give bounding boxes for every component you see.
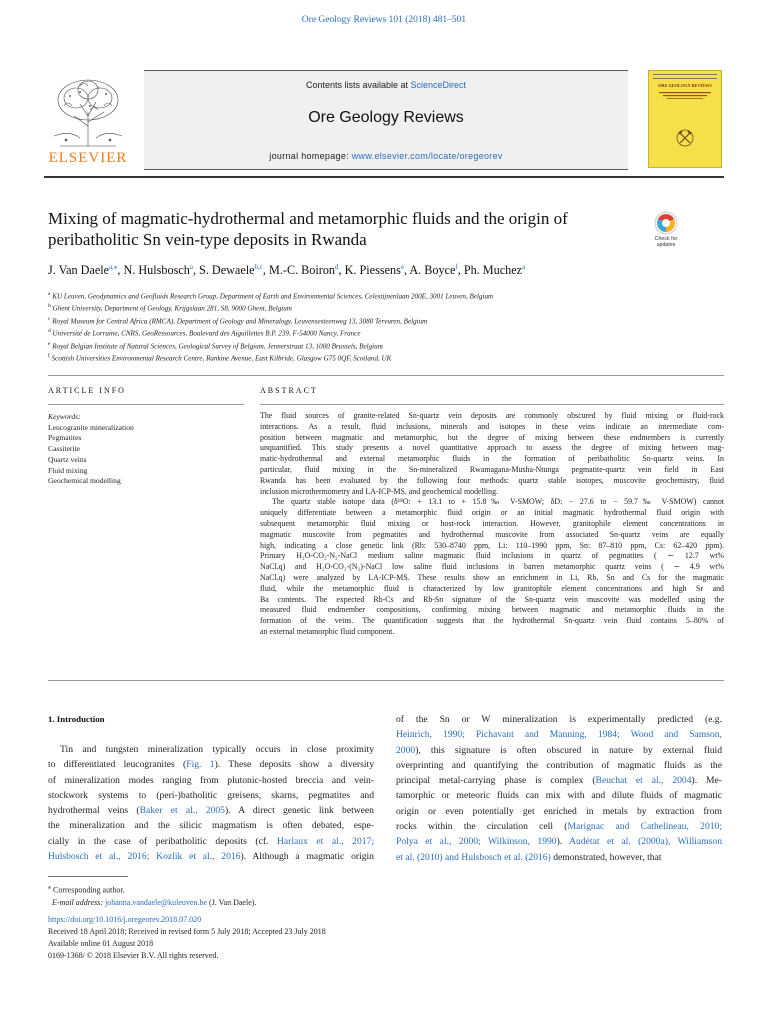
author-name[interactable]: J. Van Daele: [48, 263, 110, 278]
abstract-line: uniquely differentiate between a metamorphic fluid origin or an initial magmatic hydrothermal fluid origin with: [260, 508, 724, 518]
citation-link[interactable]: Baker et al., 2005: [139, 805, 225, 817]
journal-masthead: [44, 70, 724, 170]
affiliation-text: Scottish Universities Environmental Research Centre, Rankine Avenue, East Kilbride, Glasgow G75 0QF, Scotland, UK: [49, 354, 392, 363]
body-text: cially in the case of peribatholitic deposits (cf.: [48, 835, 277, 847]
section-heading-introduction: 1. Introduction: [48, 714, 105, 724]
abstract-line: Primary H₂O-CO₂-N₂-NaCl medium saline magmatic fluid inclusions in quartz of pegmatites ( ∼ 12.7 wt%: [260, 551, 724, 561]
author-separator: ,: [117, 263, 124, 278]
author-separator: ,: [262, 263, 269, 278]
citation-link[interactable]: Hulsbosch et al., 2016; Kozlik et al., 2016: [48, 851, 241, 863]
keywords-block: [48, 412, 244, 487]
abstract-heading: ABSTRACT: [260, 386, 318, 395]
body-text: ).: [556, 836, 570, 848]
cover-subtitle-lines: [653, 91, 717, 109]
body-text: of the Sn or W mineralization is experimentally predicted (e.g.: [396, 714, 722, 725]
author[interactable]: [464, 263, 525, 277]
journal-citation[interactable]: Ore Geology Reviews 101 (2018) 481–501: [301, 15, 467, 25]
citation-link[interactable]: 2000: [396, 744, 416, 756]
author-separator: ,: [403, 263, 410, 278]
keyword-item: Fluid mixing: [48, 465, 88, 475]
body-line: [48, 803, 374, 818]
author-affiliation-ref[interactable]: a: [522, 263, 526, 271]
body-column-right: [396, 712, 722, 865]
online-date: Available online 01 August 2018: [48, 939, 154, 948]
author-separator: ,: [457, 263, 464, 278]
body-line: [396, 758, 722, 773]
affiliation-text: Université de Lorraine, CNRS, GeoRessources, Boulevard des Aiguillettes B.P. 239, F-54000 Nancy, France: [50, 329, 361, 338]
crossmark-label-line-1: Check for: [654, 236, 678, 242]
abstract-line: magmatic muscovite from pegmatites and hydrothermal muscovite from associated Sn-quartz veins are equally: [260, 529, 724, 539]
abstract-line: position between magmatic and metamorphic, but the degree of mixing between these endmembers is currently: [260, 432, 724, 442]
elsevier-tree-icon: [50, 76, 126, 148]
body-text: of mineralization modes ranging from plutonic-hosted breccia and vein-: [48, 774, 374, 786]
author-affiliation-ref[interactable]: a,⁎: [109, 263, 118, 271]
body-line: [48, 757, 374, 772]
author-separator: ,: [192, 263, 200, 278]
abstract-line: interactions. As a result, fluid inclusions, minerals and isotopes in these veins indicate an intermediate com-: [260, 421, 724, 431]
email-line: [48, 897, 448, 909]
affiliation-key: d: [48, 328, 51, 335]
author[interactable]: [269, 263, 339, 277]
affiliation-text: Ghent University, Department of Geology, Krijgslaan 281, S8, 9000 Ghent, Belgium: [50, 304, 292, 313]
citation-link[interactable]: Polya et al., 2000; Wilkinson, 1990: [396, 836, 557, 848]
affiliation-item: [48, 301, 728, 313]
body-text: Tin and tungsten mineralization typically occurs in close proximity: [60, 744, 374, 755]
abstract-line: NaClₑq) were analyzed by LA-ICP-MS. These results show an enrichment in Li, Rb, Sn and Cs for the magmatic: [260, 572, 724, 582]
abstract-line: an external metamorphic fluid component.: [260, 626, 395, 636]
author-affiliation-ref[interactable]: e: [400, 263, 404, 271]
body-line: [396, 819, 722, 834]
abstract-line: Ba contents. The expected Rb-Cs and Rb-Sn signature of the Sn-quartz vein muscovite was modelled using the: [260, 594, 724, 604]
elsevier-logo[interactable]: [44, 70, 132, 168]
citation-link[interactable]: Harlaux et al., 2017;: [276, 835, 375, 847]
author[interactable]: [199, 263, 263, 277]
author-name[interactable]: N. Hulsbosch: [123, 263, 190, 278]
keyword-item: Leucogranite mineralization: [48, 422, 134, 432]
body-column-left: [48, 742, 374, 864]
homepage-link[interactable]: www.elsevier.com/locate/oregeorev: [351, 151, 503, 161]
keyword-item: Cassiterite: [48, 444, 81, 454]
affiliation-key: e: [48, 340, 51, 347]
homepage-prefix: journal homepage:: [269, 151, 352, 161]
author[interactable]: [123, 263, 192, 277]
publication-info: [48, 914, 548, 962]
body-text: ). These deposits show a diversity: [214, 759, 374, 771]
article-info-heading: ARTICLE INFO: [48, 386, 126, 395]
body-text: ). A direct genetic link between: [224, 805, 374, 817]
author-separator: ,: [338, 263, 345, 278]
affiliation-item: [48, 351, 728, 363]
body-line: [396, 804, 722, 819]
abstract-text: [260, 411, 724, 638]
author-affiliation-ref[interactable]: f: [455, 263, 458, 271]
keyword-item: Quartz veins: [48, 454, 87, 464]
affiliation-text: Royal Museum for Central Africa (RMCA), Department of Geology and Mineralogy, Leuvensesteenweg 13, 3080 Tervuren, Belgium: [50, 317, 428, 326]
body-text: origin or even potentially get enriched in metals by extraction from: [396, 805, 722, 817]
citation-link[interactable]: Marignac and Cathelineau, 2010;: [567, 821, 722, 833]
journal-title[interactable]: Ore Geology Reviews: [308, 109, 464, 126]
keywords-list: [48, 423, 244, 487]
affiliation-key: c: [48, 315, 51, 322]
abstract-line: high, indicating a close genetic link (Rb: 530–8740 ppm, Li: 110–1990 ppm, Sn: 87–810 ppm, Cs: 62–420 ppm).: [260, 540, 724, 550]
body-text: overprinting and quantifying the contribution of magmatic fluids as the: [396, 759, 722, 771]
affiliation-item: [48, 326, 728, 338]
body-text: to differentiated leucogranites (: [48, 759, 187, 771]
citation-link[interactable]: Beuchat et al., 2004: [595, 775, 692, 787]
citation-link[interactable]: Fig. 1: [186, 759, 215, 771]
crossmark-label-line-2: updates: [656, 242, 676, 248]
keywords-label: Keywords:: [48, 412, 81, 421]
cover-header-rule: [653, 74, 717, 79]
body-text: principal metal-carrying phase is complex (: [396, 775, 596, 787]
body-text: ). Although a magmatic origin: [240, 851, 374, 863]
abstract-line: subsequent metamorphic fluid mixing or host-rock interaction. However, granitophile element concentrations in: [260, 518, 724, 528]
abstract-line: measured fluid endmember compositions, confirming mixing between magmatic and metamorphic fluids in the: [260, 605, 724, 615]
hammers-icon: [676, 129, 694, 147]
affiliation-rule: [48, 375, 724, 376]
author-name[interactable]: M.-C. Boiron: [269, 263, 336, 278]
body-text: tamorphic or meteoric fluids can mix with and dilute fluids of magmatic: [396, 790, 722, 802]
article-title-line-1: Mixing of magmatic-hydrothermal and metamorphic fluids and the origin of: [48, 209, 568, 228]
footnote-mark: ⁎: [48, 885, 51, 891]
check-for-updates-button[interactable]: [644, 210, 688, 260]
author-name[interactable]: K. Piessens: [344, 263, 401, 278]
body-text: the mineralization and the silicic magmatism is often debated, espe-: [48, 820, 374, 832]
body-line: [396, 850, 722, 865]
author-list: [48, 263, 728, 278]
abstract-line: formation of the veins. The quantification suggests that the hydrothermal Sn-quartz vein fluid contains 5–80% of: [260, 616, 724, 626]
keyword-item: Geochemical modelling: [48, 476, 121, 486]
keyword-item: Pegmatites: [48, 433, 82, 443]
citation-link[interactable]: et al. (2010) and Hulsbosch et al. (2016): [396, 851, 551, 863]
email-label: E-mail address:: [52, 897, 104, 907]
author-name[interactable]: Ph. Muchez: [463, 263, 523, 278]
body-line: [396, 743, 722, 758]
corresponding-author-note: [48, 882, 448, 897]
cover-text-lines: [653, 91, 717, 107]
abstract-line: matic-hydrothermal and external metamorphic fluids in the formation of peribatholitic Sn-quartz veins. In: [260, 454, 724, 464]
body-text: ). Me-: [691, 775, 722, 787]
contents-line: [144, 80, 628, 90]
author-affiliation-ref[interactable]: d: [335, 263, 339, 271]
abstract-line: inclusion microthermometry and LA-ICP-MS, and geochemical modelling.: [260, 486, 498, 496]
author-name[interactable]: S. Dewaele: [199, 263, 255, 278]
article-title: [48, 208, 638, 250]
abstract-line: Rwanda has been evaluated by the following four methods: quartz stable isotopes, muscovite geochemistry, fluid: [260, 475, 724, 485]
body-text: stockwork systems to (peri-)batholitic greisens, skarns, pegmatites and: [48, 789, 374, 801]
crossmark-icon: [644, 210, 688, 236]
contents-prefix: Contents lists available at: [305, 80, 411, 90]
affiliation-item: [48, 339, 728, 351]
body-text: demonstrated, however, that: [550, 851, 662, 863]
abstract-line: unquantified. This study presents a novel quantitative approach to assess the degree of mixing between mag-: [260, 443, 724, 453]
masthead-rule: [44, 176, 724, 178]
corresponding-text: Corresponding author.: [53, 885, 125, 895]
affiliation-text: Royal Belgian Institute of Natural Sciences, Geological Survey of Belgium, Jennerstraat 13, 1000 Brussels, Belgium: [50, 342, 383, 351]
author-affiliation-ref[interactable]: a: [189, 263, 193, 271]
body-text: hydrothermal veins (: [48, 805, 140, 817]
elsevier-wordmark: ELSEVIER: [48, 150, 128, 166]
author[interactable]: [48, 263, 117, 277]
author-affiliation-ref[interactable]: b,c: [254, 263, 263, 271]
body-line: [48, 834, 374, 849]
email-suffix: (J. Van Daele).: [207, 897, 257, 907]
citation-link[interactable]: Audétat et al. (2000a), Williamson: [569, 836, 722, 848]
affiliation-list: [48, 289, 728, 364]
abstract-line: fluid, while the metamorphic fluid is characterized by low granitophile element concentrations and high Sr and: [260, 583, 724, 593]
footnote: [48, 882, 448, 909]
affiliation-item: [48, 314, 728, 326]
crossmark-label: [644, 236, 688, 248]
body-line: [396, 834, 722, 849]
affiliation-text: KU Leuven, Geodynamics and Geofluids Research Group, Department of Earth and Environmental Sciences, Celestijnenlaan 200E, 3001 Leuven, Belgium: [50, 292, 494, 301]
body-text: ), this signature is often obscured in nature by external fluid: [415, 744, 722, 756]
body-line: [48, 788, 374, 803]
body-line: [48, 773, 374, 788]
affiliation-key: f: [48, 353, 50, 360]
cover-title: ORE GEOLOGY REVIEWS: [658, 83, 712, 88]
abstract-line: The quartz stable isotope data (δ¹⁸O: + 13.1 to + 15.8‰ V-SMOW; δD: − 27.6 to − 59.7‰ V-SMOW) cannot: [272, 497, 724, 507]
abstract-line: The fluid sources of granite-related Sn-quartz vein deposits are commonly obscured by fluid mixing or fluid-rock: [260, 411, 724, 420]
body-line: [396, 788, 722, 803]
footnote-rule: [48, 876, 128, 877]
abstract-rule: [260, 404, 724, 405]
abstract-line: NaClₑq) and H₂O-CO₂-(N₂)-NaCl low saline fluid inclusions in barren metamorphic quartz veins ( ∼ 4.9 wt%: [260, 562, 724, 572]
body-line: [48, 742, 374, 757]
affiliation-item: [48, 289, 728, 301]
received-dates: Received 18 April 2018; Received in revised form 5 July 2018; Accepted 23 July 2018: [48, 927, 326, 936]
body-line: [396, 773, 722, 788]
citation-link[interactable]: Heinrich, 1990; Pichavant and Manning, 1984; Wood and Samson,: [396, 729, 722, 741]
article-info-rule: [48, 404, 244, 405]
body-line: [396, 727, 722, 742]
affiliation-key: a: [48, 291, 51, 297]
sciencedirect-link[interactable]: ScienceDirect: [410, 80, 467, 90]
body-text: rocks within the circulation cell (: [396, 821, 568, 833]
email-link[interactable]: johanna.vandaele@kuleuven.be: [105, 897, 208, 907]
body-line: [396, 712, 722, 727]
author-name[interactable]: A. Boyce: [409, 263, 456, 278]
body-line: [48, 849, 374, 864]
body-line: [48, 818, 374, 833]
homepage-line: [144, 151, 628, 161]
copyright: 0169-1368/ © 2018 Elsevier B.V. All rights reserved.: [48, 951, 219, 960]
author[interactable]: [345, 263, 404, 277]
journal-cover[interactable]: [648, 70, 722, 168]
abstract-line: particular, fluid mixing in the Sn-mineralized Rwamagana-Musha-Ntunga pegmatite-quartz vein field in East: [260, 464, 724, 474]
journal-band: [144, 70, 628, 170]
affiliation-key: b: [48, 303, 51, 310]
article-title-line-2: peribatholitic Sn vein-type deposits in Rwanda: [48, 230, 367, 249]
author[interactable]: [409, 263, 457, 277]
abstract-bottom-rule: [48, 680, 724, 681]
doi-link[interactable]: https://doi.org/10.1016/j.oregeorev.2018.07.020: [48, 915, 202, 924]
